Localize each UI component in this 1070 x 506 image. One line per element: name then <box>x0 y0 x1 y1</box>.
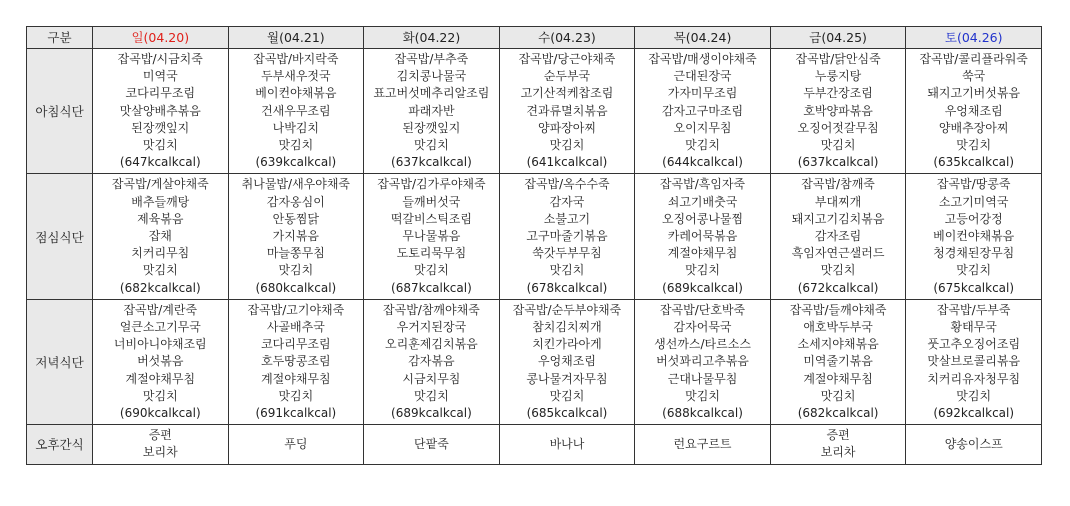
row-label-dinner: 저녁식단 <box>27 299 93 424</box>
day-header-mon: 월(04.21) <box>228 27 364 49</box>
menu-cell-lines <box>93 174 228 298</box>
menu-item: 잡곡밥/땅콩죽 <box>936 177 1011 192</box>
menu-item: 청경채된장무침 <box>933 246 1015 261</box>
menu-item: 잡곡밥/부추죽 <box>394 52 469 66</box>
header-row <box>27 27 1042 49</box>
menu-cell-lines <box>229 49 364 173</box>
menu-cell <box>364 425 500 464</box>
menu-cell <box>228 299 364 424</box>
day-header-sat: 토(04.26) <box>906 27 1042 49</box>
menu-item: 풋고추오징어조림 <box>927 337 1021 352</box>
menu-item: 잡곡밥/계란죽 <box>123 302 198 317</box>
menu-cell-lines <box>635 174 770 298</box>
menu-cell <box>906 299 1042 424</box>
menu-item: 맛김치 <box>549 388 585 403</box>
menu-item: 계절야채무침 <box>125 371 196 386</box>
menu-item: 맛김치 <box>278 388 314 403</box>
menu-item: 된장깻잎지 <box>402 120 461 135</box>
menu-item: 떡갈비스틱조림 <box>390 211 472 226</box>
menu-item: 소불고기 <box>543 211 591 226</box>
menu-item: 들깨버섯국 <box>402 194 461 209</box>
menu-cell-lines <box>771 425 906 463</box>
menu-cell-lines <box>364 174 499 298</box>
menu-cell-lines <box>229 174 364 298</box>
menu-cell <box>364 174 500 299</box>
menu-item: 부대찌개 <box>814 194 862 209</box>
menu-cell-lines <box>906 174 1041 298</box>
row-label-breakfast: 아침식단 <box>27 49 93 174</box>
menu-cell <box>906 174 1042 299</box>
menu-cell <box>906 49 1042 174</box>
menu-item: 두부간장조림 <box>803 86 873 101</box>
menu-cell-lines <box>906 300 1041 424</box>
menu-item: 잡곡밥/콜리플라워죽 <box>919 52 1028 66</box>
menu-item: (689kcalkcal) <box>391 406 472 421</box>
menu-item: 증편 <box>148 428 172 443</box>
menu-item: 잡곡밥/두부죽 <box>936 302 1011 317</box>
menu-cell <box>364 49 500 174</box>
menu-cell <box>499 299 635 424</box>
menu-item: 사골배추국 <box>266 320 325 335</box>
menu-item: 잡곡밥/게살야채죽 <box>111 177 209 192</box>
menu-item: 양송이스프 <box>944 436 1003 451</box>
menu-item: (647kcalkcal) <box>119 155 201 170</box>
day-header-sun: 일(04.20) <box>93 27 229 49</box>
menu-item: 맛김치 <box>549 138 585 153</box>
menu-item: 잡곡밥/고기야채죽 <box>247 302 345 317</box>
menu-item: 카레어묵볶음 <box>667 229 738 244</box>
menu-item: 오리훈제김치볶음 <box>385 337 478 352</box>
menu-item: 맛김치 <box>142 388 178 403</box>
menu-item: 황태무국 <box>950 320 997 335</box>
menu-item: 맛김치 <box>142 263 178 278</box>
menu-item: 보리차 <box>820 445 856 460</box>
menu-item: 잡곡밥/단호박죽 <box>659 302 746 317</box>
menu-item: 우엉채조림 <box>944 103 1003 118</box>
menu-cell-lines <box>500 49 635 173</box>
menu-item: 잡곡밥/흑임자죽 <box>659 177 746 192</box>
menu-item: 배추들깨탕 <box>131 194 190 209</box>
menu-item: 오징어젓갈무침 <box>797 120 879 135</box>
menu-item: 잡곡밥/김가루야채죽 <box>377 177 486 192</box>
menu-item: 소세지야채볶음 <box>797 337 879 352</box>
menu-item: 돼지고기김치볶음 <box>791 211 885 226</box>
snack-row <box>27 425 1042 464</box>
menu-item: 근대나물무침 <box>667 371 738 386</box>
menu-item: 잡곡밥/들깨야채죽 <box>789 302 887 317</box>
day-header-tue: 화(04.22) <box>364 27 500 49</box>
menu-item: 단팥죽 <box>414 436 449 451</box>
menu-cell <box>499 425 635 464</box>
menu-cell-lines <box>635 49 770 173</box>
menu-item: 잡곡밥/당근야채죽 <box>518 52 616 66</box>
menu-cell <box>770 49 906 174</box>
menu-item: 보리차 <box>142 445 178 460</box>
menu-item: 잡곡밥/참깨죽 <box>801 177 875 192</box>
menu-item: 감자고구마조림 <box>661 103 744 118</box>
menu-item: 맛김치 <box>414 388 449 403</box>
menu-item: (672kcalkcal) <box>797 280 879 295</box>
menu-item: 코다리무조림 <box>125 86 196 101</box>
menu-item: 증편 <box>826 428 850 443</box>
menu-item: (685kcalkcal) <box>526 406 608 421</box>
menu-item: 잡곡밥/닭안심죽 <box>795 52 881 66</box>
menu-item: 호박양파볶음 <box>803 103 873 118</box>
menu-item: 쇠고기배춧국 <box>667 194 738 209</box>
menu-item: 무나물볶음 <box>402 229 461 244</box>
menu-item: (692kcalkcal) <box>933 406 1015 421</box>
menu-cell-lines <box>500 300 635 424</box>
menu-item: (687kcalkcal) <box>391 280 472 295</box>
menu-item: 계절야채무침 <box>667 246 738 261</box>
menu-item: 근대된장국 <box>673 69 732 84</box>
menu-cell <box>906 425 1042 464</box>
menu-item: (691kcalkcal) <box>255 406 337 421</box>
menu-item: 미역국 <box>142 69 178 84</box>
menu-item: 베이컨야채볶음 <box>933 229 1015 244</box>
menu-item: 맛김치 <box>414 138 449 153</box>
lunch-row <box>27 174 1042 299</box>
menu-item: 콩나물겨자무침 <box>526 371 608 386</box>
menu-item: 맛김치 <box>549 263 585 278</box>
menu-item: 감자조림 <box>814 229 862 244</box>
menu-cell-lines <box>635 434 770 455</box>
menu-cell <box>635 49 771 174</box>
menu-item: 푸딩 <box>284 436 308 451</box>
menu-item: 잡곡밥/참깨야채죽 <box>383 302 480 317</box>
menu-item: 맛김치 <box>820 138 856 153</box>
menu-item: 잡채 <box>148 229 172 244</box>
menu-item: 잡곡밥/매생이야채죽 <box>648 52 757 66</box>
menu-item: (637kcalkcal) <box>797 155 879 170</box>
menu-item: (678kcalkcal) <box>526 280 608 295</box>
menu-cell-lines <box>364 434 499 455</box>
menu-item: 맛김치 <box>278 263 314 278</box>
menu-item: 오이지무침 <box>673 120 732 135</box>
menu-cell-lines <box>93 49 228 173</box>
menu-item: 김치콩나물국 <box>396 69 467 84</box>
menu-cell-lines <box>364 300 499 424</box>
menu-item: (635kcalkcal) <box>933 155 1015 170</box>
menu-item: 우엉채조림 <box>537 354 596 369</box>
menu-item: 맛김치 <box>956 263 992 278</box>
menu-cell <box>499 49 635 174</box>
menu-item: (637kcalkcal) <box>391 155 472 170</box>
menu-item: 가지볶음 <box>272 229 320 244</box>
menu-item: 맛김치 <box>685 263 720 278</box>
menu-item: 맛김치 <box>956 138 992 153</box>
menu-item: 양배추장아찌 <box>938 120 1009 135</box>
menu-item: (675kcalkcal) <box>933 280 1015 295</box>
menu-item: 맛김치 <box>278 138 314 153</box>
menu-item: 잡곡밥/바지락죽 <box>253 52 339 66</box>
menu-cell <box>364 299 500 424</box>
menu-item: 호두땅콩조림 <box>261 354 331 369</box>
header-label-cell: 구분 <box>27 27 93 49</box>
menu-cell <box>228 425 364 464</box>
menu-item: 마늘쫑무침 <box>266 246 325 261</box>
menu-item: 된장깻잎지 <box>131 120 190 135</box>
day-header-fri: 금(04.25) <box>770 27 906 49</box>
breakfast-row <box>27 49 1042 174</box>
menu-item: 생선까스/타르소스 <box>654 337 751 352</box>
menu-item: (644kcalkcal) <box>662 155 743 170</box>
dinner-row <box>27 299 1042 424</box>
menu-item: 잡곡밥/옥수수죽 <box>524 177 610 192</box>
menu-item: 누룽지탕 <box>814 69 862 84</box>
menu-cell <box>93 425 229 464</box>
menu-item: 미역줄기볶음 <box>803 354 873 369</box>
menu-item: 도토리묵무침 <box>396 246 467 261</box>
menu-item: 맛김치 <box>142 138 178 153</box>
menu-item: 고등어강정 <box>944 211 1003 226</box>
menu-item: 감자국 <box>549 194 585 209</box>
menu-cell-lines <box>93 300 228 424</box>
menu-item: 맛김치 <box>685 388 720 403</box>
menu-cell-lines <box>771 300 906 424</box>
row-label-lunch: 점심식단 <box>27 174 93 299</box>
menu-cell <box>228 174 364 299</box>
menu-item: 참치김치찌개 <box>532 320 602 335</box>
menu-item: 치킨가라아게 <box>532 337 602 352</box>
menu-item: 버섯꽈리고추볶음 <box>656 354 749 369</box>
menu-cell-lines <box>906 434 1041 455</box>
menu-item: 취나물밥/새우야채죽 <box>241 177 351 192</box>
menu-item: 감자볶음 <box>408 354 455 369</box>
menu-item: 소고기미역국 <box>938 194 1009 209</box>
menu-cell-lines <box>771 49 906 173</box>
weekly-meal-table <box>26 26 1042 465</box>
menu-item: 표고버섯메추리알조림 <box>373 86 490 101</box>
menu-cell <box>770 174 906 299</box>
menu-item: 얼큰소고기무국 <box>119 320 201 335</box>
menu-item: (641kcalkcal) <box>526 155 608 170</box>
menu-item: 두부새우젓국 <box>261 69 331 84</box>
menu-cell <box>770 299 906 424</box>
menu-item: 쑥갓두부무침 <box>532 246 602 261</box>
menu-cell <box>93 299 229 424</box>
menu-item: 맛살양배추볶음 <box>119 103 201 118</box>
menu-item: (688kcalkcal) <box>662 406 743 421</box>
menu-item: 돼지고기버섯볶음 <box>927 86 1021 101</box>
menu-item: 맛김치 <box>414 263 449 278</box>
menu-cell <box>635 174 771 299</box>
menu-cell-lines <box>500 174 635 298</box>
menu-item: 맛살브로콜리볶음 <box>927 354 1021 369</box>
menu-item: (639kcalkcal) <box>255 155 337 170</box>
menu-item: (690kcalkcal) <box>119 406 201 421</box>
menu-item: 나박김치 <box>272 120 320 135</box>
menu-cell-lines <box>635 300 770 424</box>
menu-item: 고구마줄기볶음 <box>526 229 608 244</box>
menu-item: (680kcalkcal) <box>255 280 337 295</box>
menu-item: 감자옹심이 <box>266 194 325 209</box>
menu-item: 양파장아찌 <box>537 120 596 135</box>
menu-item: 런요구르트 <box>673 436 732 451</box>
menu-item: 애호박두부국 <box>803 320 873 335</box>
menu-cell-lines <box>906 49 1041 173</box>
menu-item: 안동찜닭 <box>272 211 320 226</box>
menu-item: 파래자반 <box>408 103 455 118</box>
menu-item: 순두부국 <box>543 69 591 84</box>
menu-item: 흑임자연근샐러드 <box>791 246 885 261</box>
menu-cell-lines <box>500 434 635 455</box>
menu-cell <box>93 174 229 299</box>
menu-body <box>27 49 1042 465</box>
menu-item: 오징어콩나물찜 <box>661 211 744 226</box>
menu-cell <box>499 174 635 299</box>
menu-cell <box>635 425 771 464</box>
menu-item: 베이컨야채볶음 <box>255 86 337 101</box>
menu-item: 맛김치 <box>685 138 720 153</box>
menu-item: (682kcalkcal) <box>797 406 879 421</box>
menu-item: 잡곡밥/순두부야채죽 <box>512 302 622 317</box>
menu-item: 건새우무조림 <box>261 103 331 118</box>
menu-item: (689kcalkcal) <box>662 280 743 295</box>
menu-cell-lines <box>93 425 228 463</box>
menu-item: 고기산적케찹조림 <box>520 86 614 101</box>
menu-cell-lines <box>229 300 364 424</box>
menu-item: 우거지된장국 <box>396 320 467 335</box>
menu-item: 감자어묵국 <box>673 320 732 335</box>
menu-item: 가자미무조림 <box>667 86 738 101</box>
menu-item: 시금치무침 <box>402 371 461 386</box>
menu-cell <box>635 299 771 424</box>
menu-cell-lines <box>364 49 499 173</box>
menu-item: 쑥국 <box>962 69 986 84</box>
menu-item: 제육볶음 <box>137 211 184 226</box>
row-label-snack: 오후간식 <box>27 425 93 464</box>
menu-item: 계절야채무침 <box>261 371 331 386</box>
menu-item: 치커리유자청무침 <box>927 371 1021 386</box>
menu-item: 맛김치 <box>820 263 856 278</box>
menu-item: 치커리무침 <box>131 246 190 261</box>
menu-item: 코다리무조림 <box>261 337 331 352</box>
menu-cell <box>228 49 364 174</box>
menu-item: 버섯볶음 <box>137 354 184 369</box>
menu-item: 잡곡밥/시금치죽 <box>117 52 203 66</box>
menu-item: 바나나 <box>549 436 585 451</box>
menu-item: 견과류멸치볶음 <box>526 103 608 118</box>
menu-item: 계절야채무침 <box>803 371 873 386</box>
menu-cell <box>93 49 229 174</box>
menu-item: 맛김치 <box>820 388 856 403</box>
menu-item: 너비아니야채조림 <box>113 337 207 352</box>
menu-cell <box>770 425 906 464</box>
menu-item: (682kcalkcal) <box>119 280 201 295</box>
day-header-wed: 수(04.23) <box>499 27 635 49</box>
menu-item: 맛김치 <box>956 388 992 403</box>
menu-cell-lines <box>229 434 364 455</box>
menu-cell-lines <box>771 174 906 298</box>
day-header-thu: 목(04.24) <box>635 27 771 49</box>
